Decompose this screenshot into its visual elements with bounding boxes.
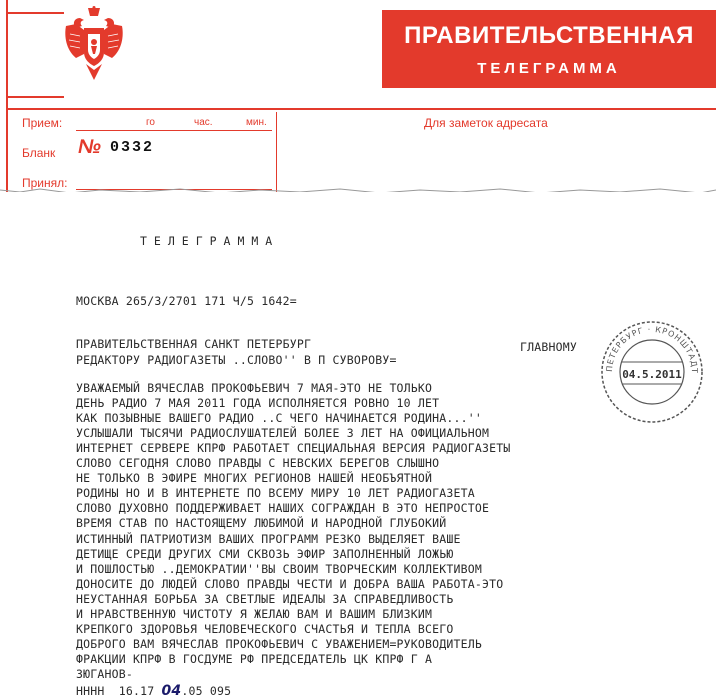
telegram-body-line: УВАЖАЕМЫЙ ВЯЧЕСЛАВ ПРОКОФЬЕВИЧ 7 МАЯ-ЭТО НЕ ТОЛЬКО [76,381,433,395]
receive-label: Прием: [22,116,63,130]
torn-edge-divider [0,184,716,198]
footer-handwritten-date: 04 [161,683,182,699]
blank-label: Бланк [22,146,56,160]
telegram-body-line: ИНТЕРНЕТ СЕРВЕРЕ КПРФ РАБОТАЕТ СПЕЦИАЛЬНАЯ ВЕРСИЯ РАДИОГАЗЕТЫ [76,441,511,456]
form-border-mid-stub [6,96,64,98]
telegram-body-line: СЛОВО СЕГОДНЯ СЛОВО ПРАВДЫ С НЕВСКИХ БЕРЕГОВ СЛЫШНО [76,456,440,471]
telegram-body-line: ДОНОСИТЕ ДО ЛЮДЕЙ СЛОВО ПРАВДЫ ЧЕСТИ И ДОБРА ВАША РАБОТА-ЭТО [76,576,504,591]
telegram-body-line: РОДИНЫ НО И В ИНТЕРНЕТЕ ПО ВСЕМУ МИРУ 10 ЛЕТ РАДИОГАЗЕТА [76,486,475,501]
receive-field-line [76,130,272,131]
telegram-body-line: УСЛЫШАЛИ ТЫСЯЧИ РАДИОСЛУШАТЕЛЕЙ БОЛЕЕ 3 ЛЕТ НА ОФИЦИАЛЬНОМ [76,426,490,441]
hour-label: час. [194,117,213,128]
number-sign: № [78,136,101,158]
telegram-body-line: ВРЕМЯ СТАВ ПО НАСТОЯЩЕМУ ЛЮБИМОЙ И НАРОДНОЙ ГЛУБОКИЙ [76,516,447,531]
russian-eagle-emblem-icon [62,6,126,82]
telegram-body-line: ИСТИННЫЙ ПАТРИОТИЗМ ВАШИХ ПРОГРАММ РЕЗКО ВЫДЕЛЯЕТ ВАШЕ [76,531,461,546]
accepted-label: Принял: [22,176,68,190]
footer-line [76,683,231,699]
stamp-ring-text: ПЕТЕРБУРГ · КРОНШТАДТ [604,324,700,375]
minute-label: мин. [246,117,267,128]
footer-suffix: .05 095 [181,684,232,698]
telegram-blank-header [0,0,716,196]
form-border-top-stub [6,12,64,14]
telegram-body-line: И ПОШЛОСТЬЮ ..ДЕМОКРАТИИ''ВЫ СВОИМ ТВОРЧЕСКИМ КОЛЛЕКТИВОМ [76,561,483,576]
telegram-body-line: ФРАКЦИИ КПРФ В ГОСДУМЕ РФ ПРЕДСЕДАТЕЛЬ ЦК КПРФ Г А [76,651,433,666]
government-telegram-banner [382,10,716,88]
address-right: ГЛАВНОМУ [520,340,577,354]
telegram-body-line: НЕ ТОЛЬКО В ЭФИРЕ МНОГИХ РЕГИОНОВ НАШЕЙ НЕОБЪЯТНОЙ [76,471,433,486]
blank-number: 0332 [110,139,155,156]
stamp-date: 04.5.2011 [622,368,682,381]
banner-title: ПРАВИТЕЛЬСТВЕННАЯ [404,22,694,49]
footer-prefix: НННН 16.17 [76,684,162,698]
telegram-body-line: ДЕТИЩЕ СРЕДИ ДРУГИХ СМИ СКВОЗЬ ЭФИР ЗАПОЛНЕННЫЙ ЛОЖЬЮ [76,546,454,561]
telegram-body-line: КАК ПОЗЫВНЫЕ ВАШЕГО РАДИО ..С ЧЕГО НАЧИНАЕТСЯ РОДИНА...'' [76,411,483,426]
address-line-1: ПРАВИТЕЛЬСТВЕННАЯ САНКТ ПЕТЕРБУРГ [76,337,312,351]
telegram-body-line: НЕУСТАННАЯ БОРЬБА ЗА СВЕТЛЫЕ ИДЕАЛЫ ЗА СПРАВЕДЛИВОСТЬ [76,591,454,606]
telegram-body-line: КРЕПКОГО ЗДОРОВЬЯ ЧЕЛОВЕЧЕСКОГО СЧАСТЬЯ И ТЕПЛА ВСЕГО [76,621,454,636]
svg-text:ПЕТЕРБУРГ · КРОНШТАДТ [605,325,699,374]
telegram-body-line: ДОБРОГО ВАМ ВЯЧЕСЛАВ ПРОКОФЬЕВИЧ С УВАЖЕНИЕМ=РУКОВОДИТЕЛЬ [76,636,483,651]
telegram-body-line: И НРАВСТВЕННУЮ ЧИСТОТУ Я ЖЕЛАЮ ВАМ И ВАШИМ БЛИЗКИМ [76,606,433,621]
postmark-stamp [598,318,706,426]
address-line-2: РЕДАКТОРУ РАДИОГАЗЕТЫ ..СЛОВО'' В П СУВОРОВУ= [76,353,397,367]
telegram-body-line: ДЕНЬ РАДИО 7 МАЯ 2011 ГОДА ИСПОЛНЯЕТСЯ РОВНО 10 ЛЕТ [76,396,440,411]
receive-go-label: го [146,117,155,128]
service-line: МОСКВА 265/3/2701 171 Ч/5 1642= [76,294,297,308]
telegram-heading: ТЕЛЕГРАММА [140,234,280,248]
telegram-body-line: СЛОВО ДУХОВНО ПОДДЕРЖИВАЕТ НАШИХ СОГРАЖДАН В ЭТО НЕПРОСТОЕ [76,501,490,516]
banner-subtitle: ТЕЛЕГРАММА [477,60,621,77]
form-border-bottom [6,108,716,110]
notes-label: Для заметок адресата [424,116,548,130]
telegram-body-line: ЗЮГАНОВ- [76,666,133,681]
form-border-left [6,0,8,196]
